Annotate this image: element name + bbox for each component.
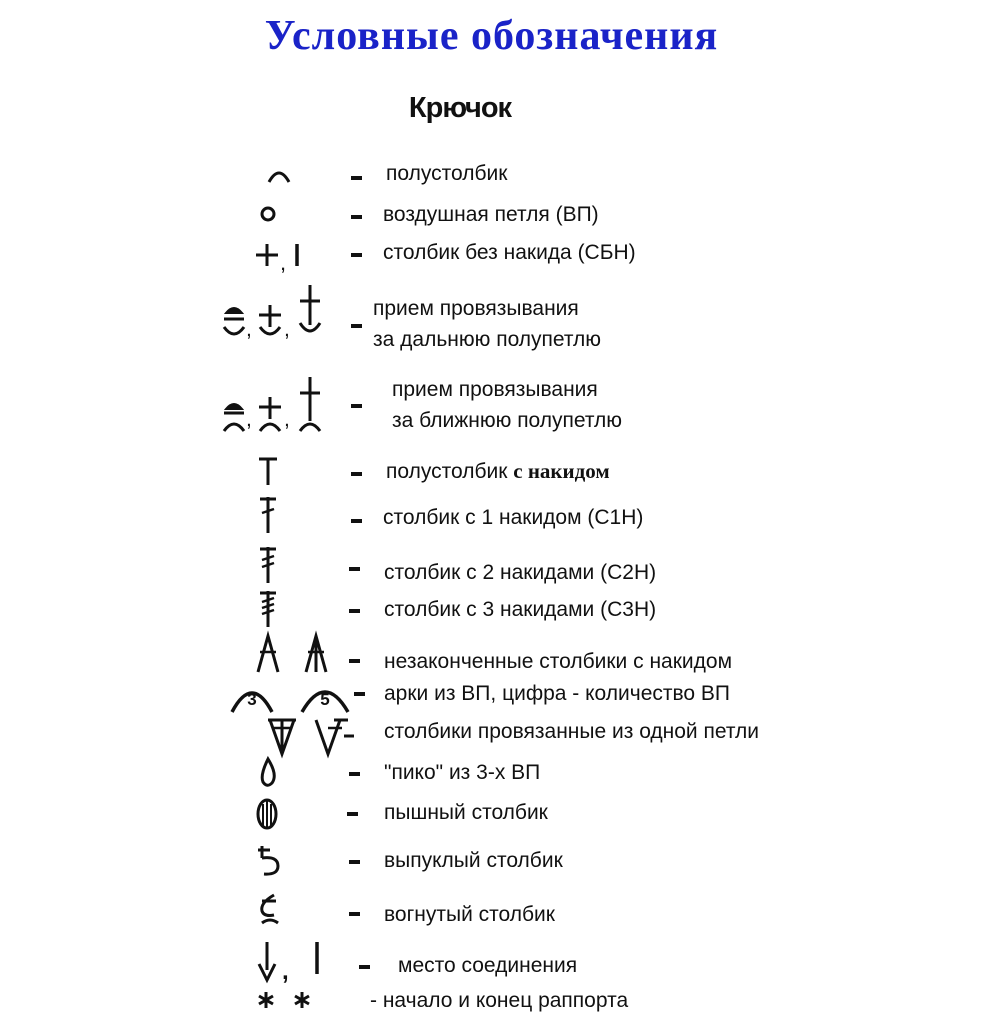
dash [351,215,362,219]
join-icon [255,940,325,989]
dagger-icon [256,495,280,540]
separator: , [246,408,252,431]
dash [351,176,362,180]
legend-text: столбики провязанные из одной петли [384,720,759,743]
separator: , [246,318,252,341]
dash [351,404,362,408]
separator: , [284,408,290,431]
dash [349,609,360,613]
plus-bar-icon [253,240,305,275]
half-arc-icon [266,164,292,189]
dash [349,772,360,776]
raised-stitch-icon [256,842,286,883]
picot-icon [258,757,280,794]
dash [349,912,360,916]
dash [347,812,358,816]
legend-text: место соединения [398,954,578,977]
legend-text: столбик с 3 накидами (С3Н) [384,598,657,621]
separator: , [280,250,287,275]
section-title: Крючок [408,92,512,124]
legend-text: - начало и конец раппорта [370,989,629,1012]
legend-text: выпуклый столбик [384,849,563,872]
legend-text: пышный столбик [384,801,548,824]
legend-text-line2: за ближнюю полупетлю [392,409,623,432]
dash [354,692,365,696]
legend-text: столбик без накида (СБН) [383,241,636,264]
legend-text: столбик с 2 накидами (С2Н) [384,561,657,584]
dash [351,519,362,523]
legend-text [386,459,610,484]
dash [349,860,360,864]
legend-text: незаконченные столбики с накидом [384,650,733,673]
legend-text: вогнутый столбик [384,903,555,926]
legend-text: "пико" из 3-х ВП [384,761,541,784]
legend-text-regular: полустолбик [386,460,514,483]
separator: , [284,318,290,341]
dash [359,965,370,969]
legend-text-line2: за дальнюю полупетлю [373,328,602,351]
dash [349,567,360,571]
legend-text-line1: прием провязывания [392,378,598,401]
double-dagger-icon [256,545,280,590]
page-title: Условные обозначения [264,13,719,59]
t-icon [256,455,280,492]
dash [349,659,360,663]
dash [351,472,362,476]
arch-count: 3 [247,690,257,709]
legend-text: столбик с 1 накидом (С1Н) [383,506,644,529]
legend-text-bold: с накидом [513,459,610,483]
triple-dagger-icon [256,589,280,634]
arch-count: 5 [320,690,330,709]
asterisk-icon [257,990,313,1015]
dash [351,253,362,257]
legend-text: воздушная петля (ВП) [383,203,599,226]
unfinished-stitches-icon [254,632,334,679]
circle-icon [258,204,278,229]
back-loop-icon [218,283,328,348]
dash [351,324,362,328]
legend-text-line1: прием провязывания [373,297,579,320]
puff-stitch-icon [255,796,279,837]
legend-text: арки из ВП, цифра - количество ВП [384,682,731,705]
arch-icon [228,678,356,719]
recessed-stitch-icon [256,893,286,934]
separator: , [282,958,289,985]
fan-stitches-icon [268,716,358,761]
legend-text: полустолбик [386,162,508,185]
front-loop-icon [218,375,328,440]
